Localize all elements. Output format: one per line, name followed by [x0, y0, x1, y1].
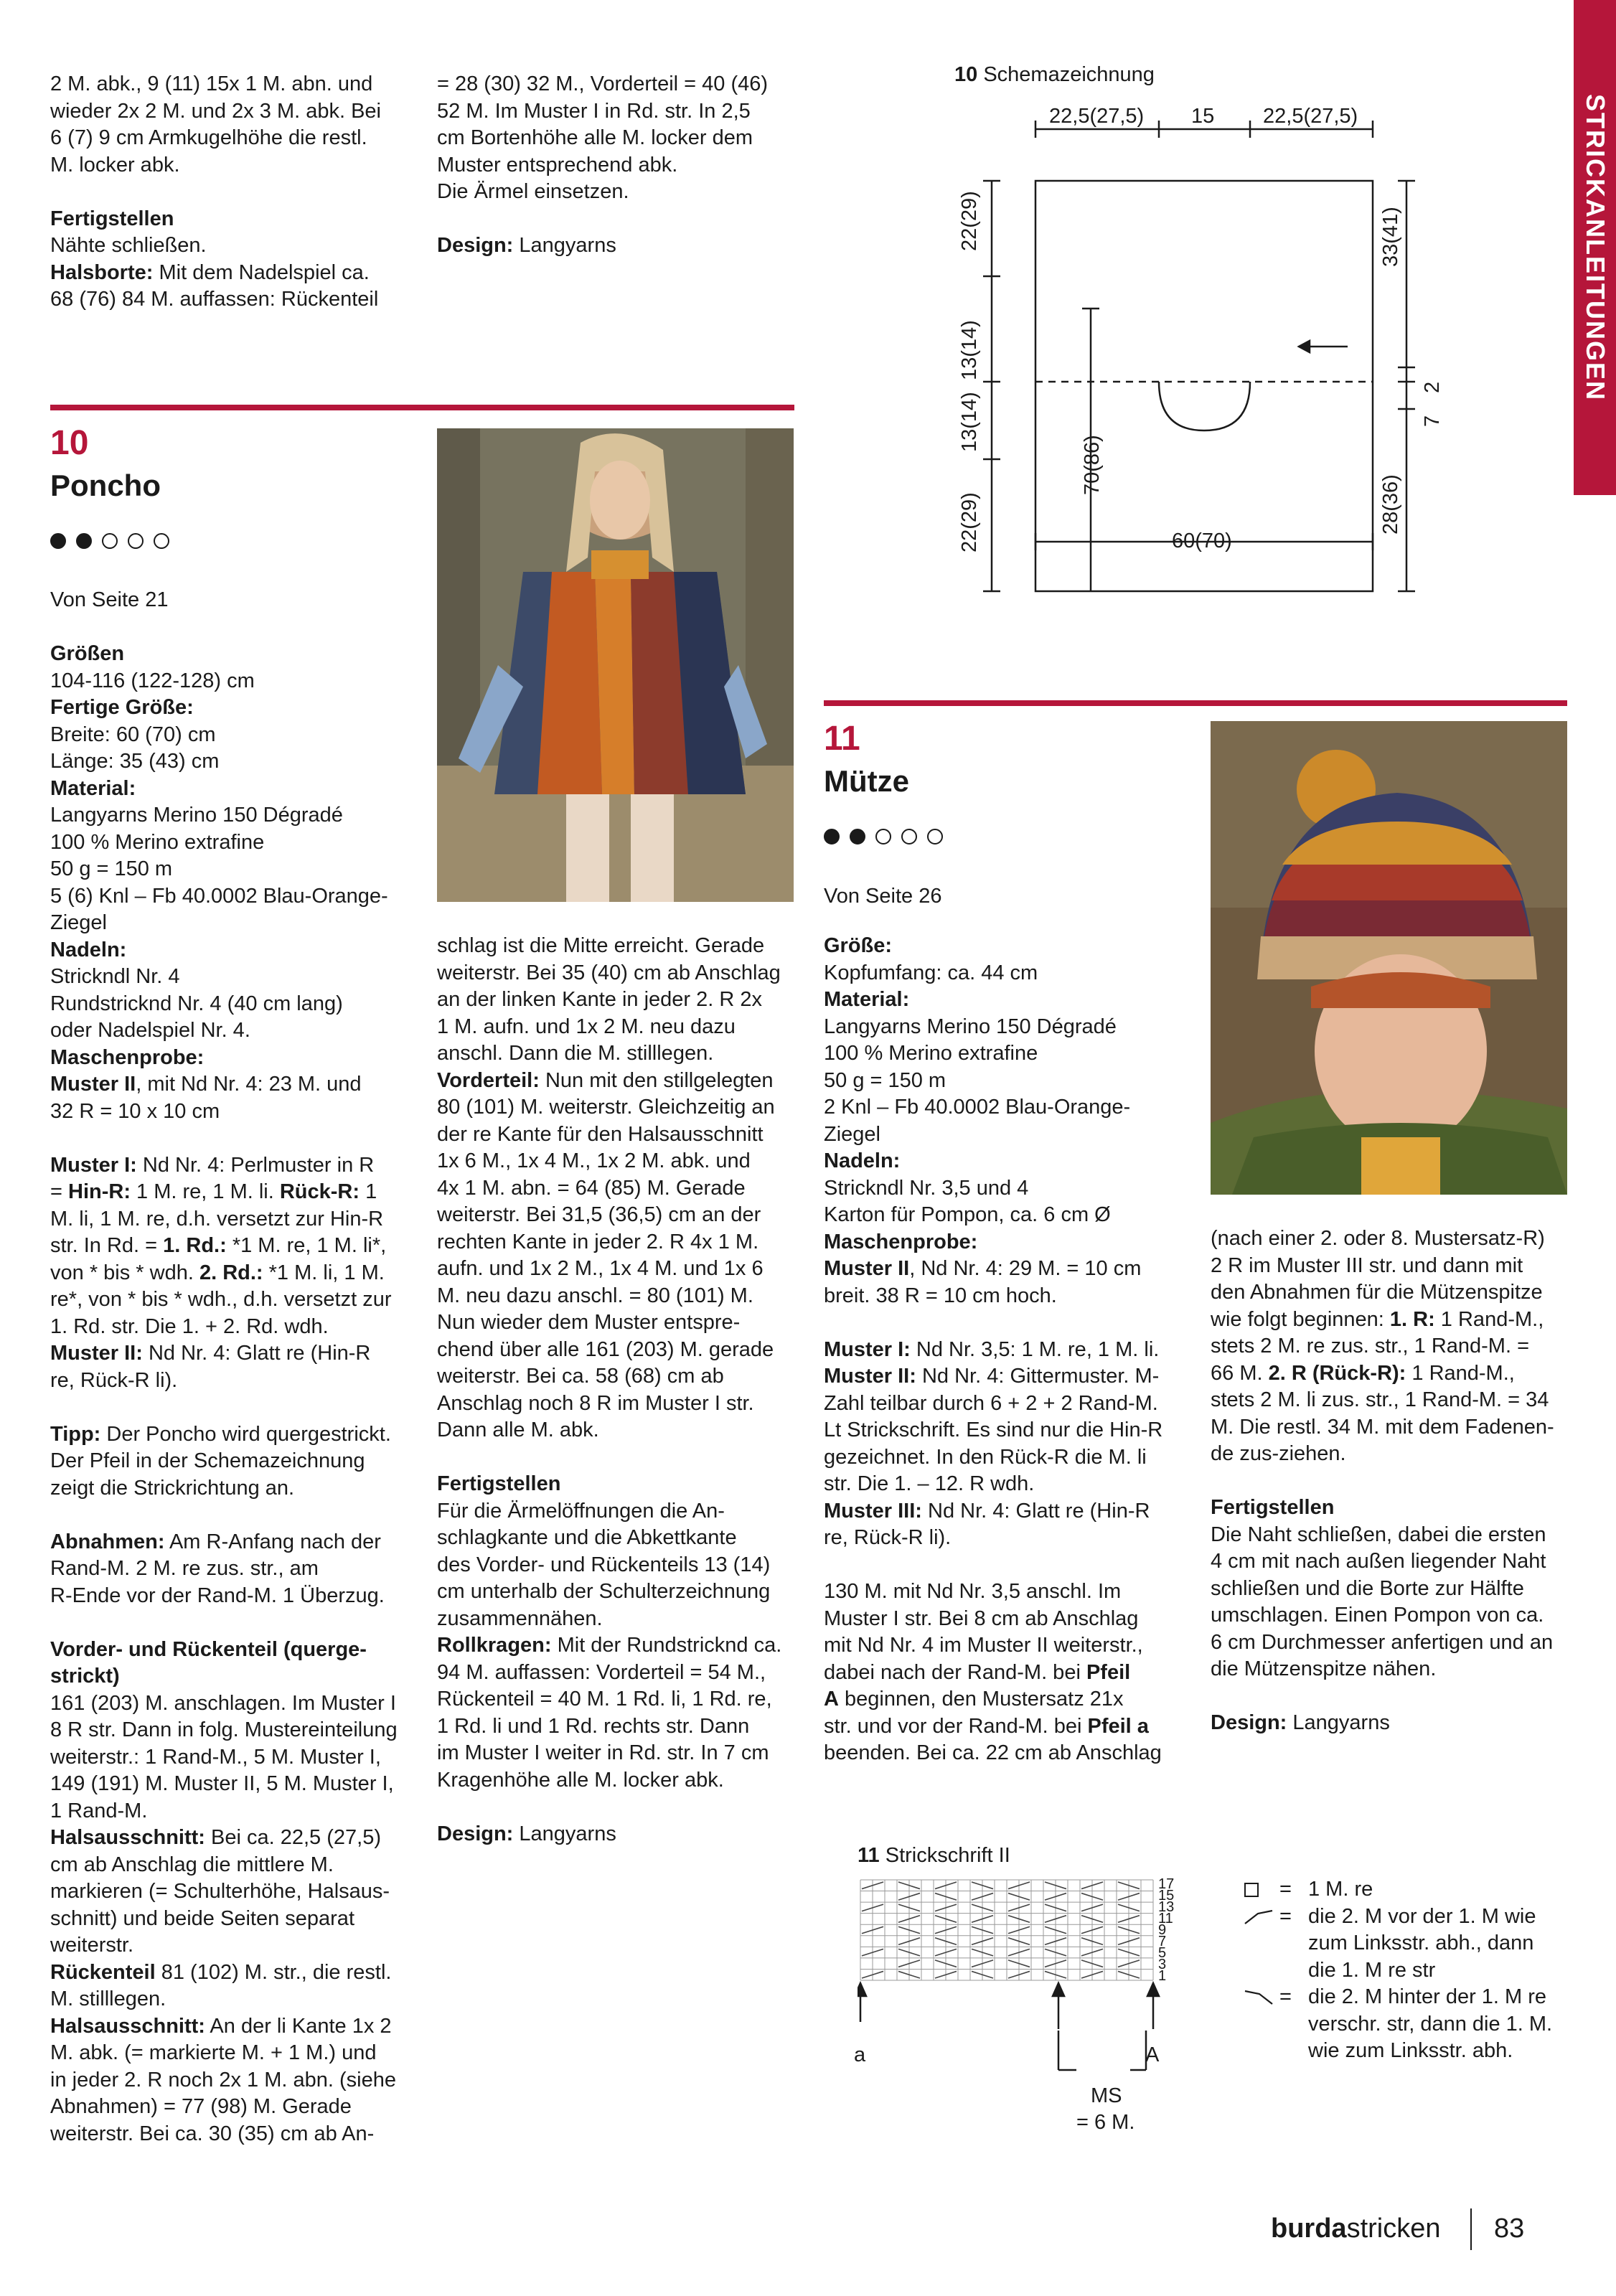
text-line: 149 (191) M. Muster II, 5 M. Muster I,: [50, 1772, 394, 1795]
text-line: zeigt die Strickrichtung an.: [50, 1476, 295, 1500]
text-line: [437, 1794, 810, 1821]
text-line: weiterstr. Bei 31,5 (36,5) cm an der: [437, 1203, 761, 1226]
chart-row-number: 5: [1158, 1945, 1167, 1961]
text-line: schnitt) und beide Seiten separat: [50, 1906, 354, 1930]
text-line: Muster III: Nd Nr. 4: Glatt re (Hin-R: [824, 1499, 1150, 1523]
text-line: Kopfumfang: ca. 44 cm: [824, 961, 1038, 984]
text-line: breit. 38 R = 10 cm hoch.: [824, 1284, 1057, 1307]
difficulty-dot-empty: [128, 533, 144, 549]
text-line: 68 (76) 84 M. auffassen: Rückenteil: [50, 288, 379, 311]
difficulty-dot-empty: [102, 533, 118, 549]
text-line: 80 (101) M. weiterstr. Gleichzeitig an: [437, 1096, 775, 1119]
text-line: Die Ärmel einsetzen.: [437, 180, 629, 203]
text-line: Langyarns Merino 150 Dégradé: [824, 1015, 1117, 1038]
difficulty-dot-filled: [50, 533, 66, 549]
text-line: weiterstr. Bei ca. 58 (68) cm ab: [437, 1365, 724, 1388]
text-line: Länge: 35 (43) cm: [50, 750, 220, 773]
difficulty-dot-filled: [850, 829, 865, 844]
text-line: Rückenteil 81 (102) M. str., die restl.: [50, 1960, 392, 1984]
text-line: weiterstr.: [50, 1934, 134, 1957]
text-line: 4 cm mit nach außen liegender Naht: [1211, 1550, 1546, 1573]
text-line: M. locker abk.: [50, 153, 180, 177]
schema-top-mid: 15: [1191, 105, 1215, 128]
text-line: [50, 1502, 423, 1529]
text-line: Anschlag noch 8 R im Muster I str.: [437, 1391, 754, 1415]
text-line: Ziegel: [824, 1122, 880, 1146]
text-line: beenden. Bei ca. 22 cm ab Anschlag: [824, 1741, 1162, 1764]
schema-top-left: 22,5(27,5): [1049, 105, 1145, 128]
text-line: 1 Rand-M.: [50, 1799, 148, 1822]
schema-left-4: 22(29): [958, 492, 981, 552]
text-line: Nähte schließen.: [50, 234, 207, 257]
chart-title: 11 Strickschrift II: [858, 1844, 1010, 1867]
top-col-1: [50, 71, 423, 314]
text-line: des Vorder- und Rückenteils 13 (14): [437, 1553, 771, 1576]
text-line: Breite: 60 (70) cm: [50, 723, 216, 746]
text-line: [824, 1552, 1197, 1579]
chart-row-number: 15: [1158, 1888, 1175, 1904]
poncho-text: [50, 641, 423, 2147]
text-line: 50 g = 150 m: [824, 1068, 946, 1092]
text-line: von * bis * wdh. 2. Rd.: *1 M. li, 1 M.: [50, 1261, 385, 1284]
text-line: 5 (6) Knl – Fb 40.0002 Blau-Orange-: [50, 884, 388, 908]
text-line: Maschenprobe:: [824, 1230, 978, 1253]
poncho-text-2: [437, 933, 810, 1848]
text-line: Abnahmen: Am R-Anfang nach der: [50, 1530, 381, 1553]
text-line: [50, 1125, 423, 1152]
text-line: de zus-ziehen.: [1211, 1442, 1346, 1465]
text-line: Muster I str. Bei 8 cm ab Anschlag: [824, 1606, 1139, 1630]
text-line: Ziegel: [50, 911, 107, 934]
text-line: Dann alle M. abk.: [437, 1418, 599, 1441]
text-line: Vorder- und Rückenteil (querge-: [50, 1637, 367, 1661]
text-line: die Mützenspitze nähen.: [1211, 1657, 1437, 1680]
page-number: 83: [1494, 2213, 1525, 2244]
text-line: Nun wieder dem Muster entspre-: [437, 1311, 741, 1334]
schema-right-1: 33(41): [1379, 207, 1402, 267]
chart-row-number: 9: [1158, 1922, 1167, 1938]
poncho-title: Poncho: [50, 469, 161, 502]
schema-left-1: 22(29): [958, 191, 981, 251]
text-line: Muster I: Nd Nr. 3,5: 1 M. re, 1 M. li.: [824, 1337, 1160, 1361]
text-line: [437, 206, 810, 233]
text-line: anschl. Dann die M. stilllegen.: [437, 1042, 714, 1065]
text-line: 1 Rd. li und 1 Rd. rechts str. Dann: [437, 1714, 750, 1738]
text-line: 6 cm Durchmesser anfertigen und an: [1211, 1630, 1554, 1654]
text-line: Fertigstellen: [1211, 1496, 1335, 1519]
text-line: 50 g = 150 m: [50, 857, 173, 880]
text-line: Tipp: Der Poncho wird quergestrickt.: [50, 1422, 391, 1446]
footer-divider: [1470, 2208, 1472, 2250]
text-line: 100 % Merino extrafine: [824, 1042, 1038, 1065]
schema-top-right: 22,5(27,5): [1263, 105, 1358, 128]
difficulty-dot-empty: [901, 829, 917, 844]
text-line: zusammennähen.: [437, 1606, 603, 1630]
text-line: Zahl teilbar durch 6 + 2 + 2 Rand-M.: [824, 1391, 1158, 1415]
text-line: wieder 2x 2 M. und 2x 3 M. abk. Bei: [50, 99, 381, 123]
text-line: 52 M. Im Muster I in Rd. str. In 2,5: [437, 99, 751, 123]
text-line: re, Rück-R li).: [50, 1368, 178, 1392]
poncho-illustration: [437, 428, 794, 902]
text-line: schlagkante und die Abkettkante: [437, 1526, 737, 1549]
text-line: 100 % Merino extrafine: [50, 830, 265, 854]
text-line: Fertige Größe:: [50, 696, 194, 719]
chart-row-number: 3: [1158, 1957, 1167, 1972]
text-line: 2 Knl – Fb 40.0002 Blau-Orange-: [824, 1096, 1131, 1119]
text-line: Design: Langyarns: [437, 1822, 616, 1845]
text-line: Vorderteil: Nun mit den stillgelegten: [437, 1068, 774, 1092]
text-line: 32 R = 10 x 10 cm: [50, 1099, 220, 1123]
poncho-rule: [50, 405, 794, 410]
text-line: in jeder 2. R noch 2x 1 M. abn. (siehe: [50, 2068, 396, 2092]
text-line: M. li, 1 M. re, d.h. versetzt zur Hin-R: [50, 1207, 384, 1231]
text-line: 1x 6 M., 1x 4 M., 1x 2 M. abk. und: [437, 1149, 751, 1172]
text-line: = 28 (30) 32 M., Vorderteil = 40 (46): [437, 72, 769, 95]
text-line: Strickndl Nr. 3,5 und 4: [824, 1176, 1029, 1200]
hat-rule: [824, 700, 1567, 706]
schema-inner-horiz: 60(70): [1172, 530, 1232, 552]
text-line: Lt Strickschrift. Es sind nur die Hin-R: [824, 1418, 1163, 1441]
text-line: 94 M. auffassen: Vorderteil = 54 M.,: [437, 1660, 766, 1684]
text-line: [824, 1309, 1197, 1337]
chart-row-number: 13: [1158, 1899, 1175, 1915]
text-line: im Muster I weiter in Rd. str. In 7 cm: [437, 1741, 769, 1764]
text-line: 1 M. aufn. und 1x 2 M. neu dazu: [437, 1015, 736, 1038]
text-line: M. Die restl. 34 M. mit dem Fadenen-: [1211, 1415, 1554, 1439]
text-line: Fertigstellen: [437, 1472, 561, 1495]
text-line: (nach einer 2. oder 8. Mustersatz-R): [1211, 1227, 1545, 1250]
hat-text: [824, 933, 1197, 1767]
text-line: 1. Rd. str. Die 1. + 2. Rd. wdh.: [50, 1314, 329, 1338]
text-line: schließen und die Borte zur Hälfte: [1211, 1576, 1524, 1600]
footer-brand: burdastricken: [1271, 2213, 1441, 2244]
schema-left-2: 13(14): [958, 320, 981, 380]
text-line: Design: Langyarns: [437, 234, 616, 257]
text-line: markieren (= Schulterhöhe, Halsaus-: [50, 1880, 390, 1903]
text-line: Rand-M. 2 M. re zus. str., am: [50, 1557, 319, 1580]
schema-title: 10 Schemazeichnung: [954, 63, 1155, 86]
chart-row-numbers: [1158, 1878, 1194, 1982]
hat-number: 11: [824, 720, 860, 758]
text-line: Muster II, mit Nd Nr. 4: 23 M. und: [50, 1073, 362, 1096]
chart-label-ms: MS: [1091, 2084, 1122, 2107]
text-line: cm Bortenhöhe alle M. locker dem: [437, 126, 753, 149]
text-line: Halsausschnitt: An der li Kante 1x 2: [50, 2014, 392, 2038]
difficulty-dot-empty: [875, 829, 891, 844]
text-line: Größe:: [824, 934, 893, 957]
text-line: mit Nd Nr. 4 im Muster II weiterstr.,: [824, 1634, 1143, 1657]
chart-label-ms-val: = 6 M.: [1076, 2111, 1135, 2134]
text-line: wie folgt beginnen: 1. R: 1 Rand-M.,: [1211, 1307, 1544, 1331]
text-line: Größen: [50, 642, 125, 665]
text-line: re*, von * bis * wdh., d.h. versetzt zur: [50, 1288, 392, 1311]
text-line: Muster I: Nd Nr. 4: Perlmuster in R: [50, 1153, 375, 1177]
text-line: [1211, 1468, 1584, 1495]
legend-row-knit: = 1 M. re: [1244, 1876, 1559, 1904]
chart-row-number: 7: [1158, 1934, 1167, 1949]
text-line: Rundstricknd Nr. 4 (40 cm lang): [50, 992, 343, 1015]
text-line: Muster II: Nd Nr. 4: Glatt re (Hin-R: [50, 1342, 371, 1365]
text-line: 161 (203) M. anschlagen. Im Muster I: [50, 1691, 396, 1715]
text-line: Die Naht schließen, dabei die ersten: [1211, 1523, 1546, 1546]
difficulty-dot-filled: [76, 533, 92, 549]
text-line: = Hin-R: 1 M. re, 1 M. li. Rück-R: 1: [50, 1180, 377, 1203]
chart-ms-bracket: [1055, 2031, 1148, 2088]
text-line: aufn. und 1x 2 M., 1x 4 M. und 1x 6: [437, 1257, 764, 1280]
text-line: stets 2 M. re zus. str., 1 Rand-M. =: [1211, 1335, 1530, 1358]
hat-from-page: Von Seite 26: [824, 885, 942, 908]
text-line: den Abnahmen für die Mützenspitze: [1211, 1281, 1543, 1304]
text-line: Karton für Pompon, ca. 6 cm Ø: [824, 1203, 1111, 1226]
schema-right-4: 28(36): [1379, 474, 1402, 535]
poncho-from-page: Von Seite 21: [50, 588, 169, 611]
difficulty-dot-empty: [154, 533, 169, 549]
text-line: dabei nach der Rand-M. bei Pfeil: [824, 1660, 1131, 1684]
text-line: Abnahmen) = 77 (98) M. Gerade: [50, 2095, 352, 2118]
text-line: 4x 1 M. abn. = 64 (85) M. Gerade: [437, 1176, 746, 1200]
text-line: [50, 1394, 423, 1421]
legend-row-cross-right: = die 2. M hinter der 1. M re verschr. str, dann die 1. M. wie zum Linksstr. abh.: [1244, 1984, 1559, 2065]
chart-label-A: A: [1145, 2043, 1160, 2066]
side-tab: [1574, 0, 1616, 495]
text-line: der re Kante für den Halsausschnitt: [437, 1122, 764, 1146]
text-line: [1211, 1683, 1584, 1711]
text-line: cm unterhalb der Schulterzeichnung: [437, 1580, 771, 1603]
text-line: weiterstr. Bei ca. 30 (35) cm ab An-: [50, 2122, 375, 2145]
text-line: stets 2 M. li zus. str., 1 Rand-M. = 34: [1211, 1388, 1549, 1411]
text-line: schlag ist die Mitte erreicht. Gerade: [437, 934, 765, 957]
text-line: Rückenteil = 40 M. 1 Rd. li, 1 Rd. re,: [437, 1688, 772, 1711]
text-line: Material:: [50, 776, 136, 800]
text-line: re, Rück-R li).: [824, 1526, 952, 1549]
text-line: Muster II, Nd Nr. 4: 29 M. = 10 cm: [824, 1257, 1142, 1280]
side-tab-label: STRICKANLEITUNGEN: [1580, 94, 1610, 401]
text-line: [50, 179, 423, 206]
text-line: Muster entsprechend abk.: [437, 153, 678, 177]
difficulty-dot-filled: [824, 829, 840, 844]
hat-difficulty: [824, 829, 943, 844]
text-line: [50, 1609, 423, 1637]
text-line: str. Die 1. – 12. R wdh.: [824, 1472, 1035, 1495]
text-line: weiterstr.: 1 Rand-M., 5 M. Muster I,: [50, 1745, 381, 1769]
text-line: Halsborte: Mit dem Nadelspiel ca.: [50, 260, 370, 284]
knit-stitch-icon: [1244, 1881, 1278, 1899]
text-line: Halsausschnitt: Bei ca. 22,5 (27,5): [50, 1826, 381, 1849]
text-line: Der Pfeil in der Schemazeichnung: [50, 1449, 365, 1472]
text-line: Nadeln:: [50, 938, 127, 961]
text-line: str. und vor der Rand-M. bei Pfeil a: [824, 1714, 1149, 1738]
text-line: M. neu dazu anschl. = 80 (101) M.: [437, 1284, 753, 1307]
text-line: cm ab Anschlag die mittlere M.: [50, 1853, 334, 1876]
text-line: an der linken Kante in jeder 2. R 2x: [437, 988, 762, 1011]
text-line: 66 M. 2. R (Rück-R): 1 Rand-M.,: [1211, 1361, 1515, 1385]
text-line: M. abk. (= markierte M. + 1 M.) und: [50, 2041, 377, 2064]
text-line: Maschenprobe:: [50, 1045, 205, 1069]
difficulty-dot-empty: [927, 829, 943, 844]
chart-row-number: 17: [1158, 1876, 1175, 1892]
text-line: strickt): [50, 1665, 120, 1688]
text-line: M. stilllegen.: [50, 1987, 166, 2010]
text-line: Material:: [824, 988, 910, 1011]
text-line: oder Nadelspiel Nr. 4.: [50, 1019, 250, 1042]
text-line: Rollkragen: Mit der Rundstricknd ca.: [437, 1634, 782, 1657]
poncho-number: 10: [50, 424, 89, 462]
schema-right-3: 7: [1421, 415, 1444, 427]
schema-inner-vert: 70(86): [1081, 435, 1104, 495]
text-line: Nadeln:: [824, 1149, 901, 1172]
text-line: str. In Rd. = 1. Rd.: *1 M. re, 1 M. li*,: [50, 1234, 387, 1257]
hat-title: Mütze: [824, 764, 909, 798]
hat-illustration: [1211, 721, 1567, 1195]
chart-legend: [1244, 1876, 1559, 2065]
legend-row-cross-left: = die 2. M vor der 1. M wie zum Linksstr. abh., dann die 1. M re str: [1244, 1904, 1559, 1985]
text-line: Fertigstellen: [50, 207, 174, 230]
text-line: Kragenhöhe alle M. locker abk.: [437, 1768, 724, 1792]
text-line: rechten Kante in jeder 2. R 4x 1 M.: [437, 1230, 759, 1253]
text-line: Strickndl Nr. 4: [50, 965, 180, 988]
text-line: [437, 1444, 810, 1472]
text-line: weiterstr. Bei 35 (40) cm ab Anschlag: [437, 961, 781, 984]
cross-right-icon: [1244, 1988, 1278, 2007]
text-line: 104-116 (122-128) cm: [50, 669, 255, 692]
text-line: Design: Langyarns: [1211, 1711, 1390, 1734]
poncho-difficulty: [50, 533, 169, 549]
knitting-chart: [858, 1878, 1173, 2036]
text-line: Langyarns Merino 150 Dégradé: [50, 804, 343, 827]
top-col-2: [437, 71, 810, 260]
text-line: chend über alle 161 (203) M. gerade: [437, 1337, 774, 1361]
text-line: Für die Ärmelöffnungen die An-: [437, 1499, 725, 1523]
text-line: 2 M. abk., 9 (11) 15x 1 M. abn. und: [50, 72, 373, 95]
text-line: 6 (7) 9 cm Armkugelhöhe die restl.: [50, 126, 367, 149]
schema-right-2: 2: [1421, 381, 1444, 393]
hat-photo: [1211, 721, 1567, 1195]
text-line: gezeichnet. In den Rück-R die M. li: [824, 1445, 1147, 1469]
hat-text-2: [1211, 1225, 1584, 1737]
text-line: 8 R str. Dann in folg. Mustereinteilung: [50, 1718, 398, 1741]
schema-left-3: 13(14): [958, 392, 981, 452]
poncho-photo: [437, 428, 794, 902]
text-line: Muster II: Nd Nr. 4: Gittermuster. M-: [824, 1365, 1160, 1388]
text-line: 2 R im Muster III str. und dann mit: [1211, 1253, 1523, 1277]
text-line: 130 M. mit Nd Nr. 3,5 anschl. Im: [824, 1580, 1122, 1603]
text-line: A beginnen, den Mustersatz 21x: [824, 1688, 1124, 1711]
text-line: umschlagen. Einen Pompon von ca.: [1211, 1604, 1544, 1627]
text-line: R-Ende vor der Rand-M. 1 Überzug.: [50, 1584, 385, 1607]
chart-label-a: a: [854, 2043, 866, 2066]
chart-row-number: 11: [1158, 1911, 1173, 1926]
cross-left-icon: [1244, 1908, 1278, 1926]
chart-row-number: 1: [1158, 1968, 1167, 1984]
